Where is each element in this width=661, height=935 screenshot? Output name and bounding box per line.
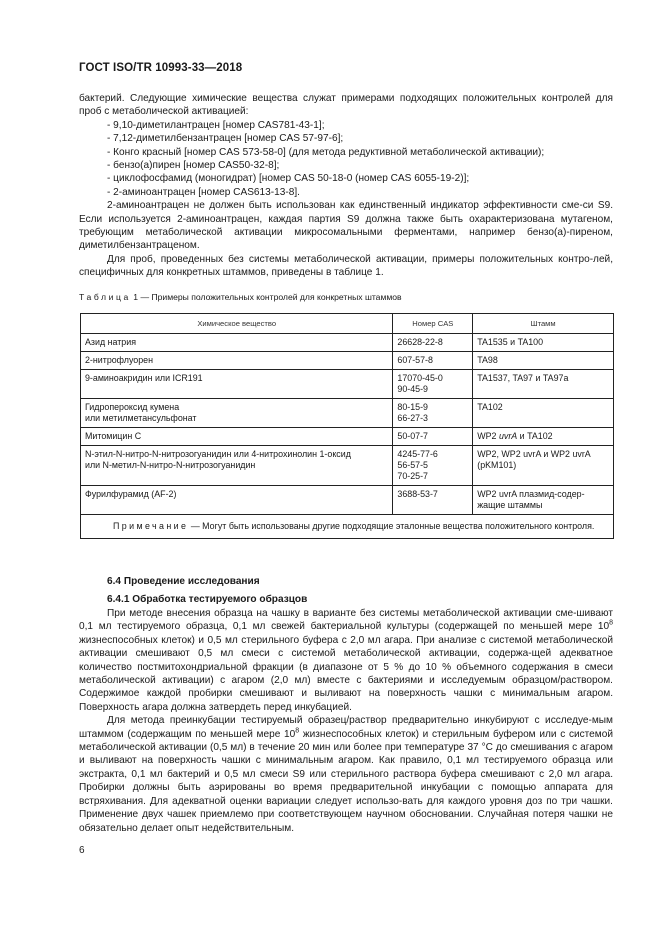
substance-line: или метилметансульфонат xyxy=(85,413,197,423)
cell-substance xyxy=(81,446,393,486)
section-heading-6-4: 6.4 Проведение исследования xyxy=(107,576,260,587)
body-block-top xyxy=(79,92,613,280)
list-item: - 7,12-диметилбензантрацен [номер CAS 57-97-6]; xyxy=(107,133,344,145)
table-note xyxy=(81,515,614,539)
caption-text: 1 — Примеры положительных контролей для конкретных штаммов xyxy=(130,292,402,302)
note-text: — Могут быть использованы другие подходящие эталонные вещества положительного контроля. xyxy=(188,521,595,531)
cell-cas: 607-57-8 xyxy=(393,352,473,370)
table-row xyxy=(81,446,614,486)
list-item: - 2-аминоантрацен [номер CAS613-13-8]. xyxy=(107,186,300,198)
table-row xyxy=(81,334,614,352)
superscript: 8 xyxy=(609,620,613,628)
list-item: - циклофосфамид (моногидрат) [номер CAS 50-18-0 (номер CAS 6055-19-2)]; xyxy=(107,173,470,185)
header-strain: Штамм xyxy=(473,314,614,334)
cas-line: 90-45-9 xyxy=(397,384,428,394)
substance-line: или N-метил-N-нитро-N-нитрозогуанидин xyxy=(85,460,256,470)
cell-cas: 3688-53-7 xyxy=(393,486,473,515)
text-part: жизнеспособных клеток) и стерильным буфером или с системой метаболической активации (0,5 мл) в течение 20 мин или более при температуре 37 °C до смешивания с агаром и выливают на поверхность чашки с минимальным агаром. Как правило, 0,1 мл тестируемого образца или экстракта, 0,1 мл бактерий и 0,5 мл смеси S9 или стерильного раствора буфера смешивают с 2,0 мл агара. Пробирки должны быть аэрированы во время предварительной инкубации с помощью аппарата для встряхивания. Для адекватной оценки вариации следует использо-вать для каждого уровня доз по три чашки. Применение двух чашек приемлемо при соответствующем научном обосновании. Случайная потеря чашки не обязательно делает опыт недействительным. xyxy=(79,728,613,834)
paragraph-plate-method xyxy=(79,607,613,714)
list-item: - бензо(а)пирен [номер CAS50-32-8]; xyxy=(107,160,280,172)
cas-line: 80-15-9 xyxy=(397,402,428,412)
intro-paragraph: бактерий. Следующие химические вещества служат примерами подходящих положительных контролей для проб с метаболической активацией: xyxy=(79,93,613,118)
text-part: При методе внесения образца на чашку в варианте без системы метаболической активации сме-шивают 0,1 мл тестируемого образца, 0,1 мл свежей бактериальной культуры (содержащей по меньшей мере 10 xyxy=(79,608,613,633)
substance-line: Гидропероксид кумена xyxy=(85,402,180,412)
cell-substance: Фурилфурамид (AF-2) xyxy=(81,486,393,515)
cell-strain: WP2, WP2 uvrA и WP2 uvrA (pKM101) xyxy=(473,446,614,486)
cas-line: 56-57-5 xyxy=(397,460,428,470)
cell-strain: TA98 xyxy=(473,352,614,370)
cell-substance: Митомицин C xyxy=(81,428,393,446)
strain-part: и TA102 xyxy=(517,431,553,441)
cell-cas xyxy=(393,399,473,428)
table-row xyxy=(81,352,614,370)
cell-strain: TA102 xyxy=(473,399,614,428)
strain-part: WP2 xyxy=(477,431,499,441)
cell-cas xyxy=(393,446,473,486)
text-part: жизнеспособных клеток) и 0,5 мл стерильного буфера с 2,0 мл агара. При анализе с системой метаболической активации смешивают 0,5 мл смеси с системой метаболической активации, содержа-щей адекватное количество постмитохондриальной фракции (в диапазоне от 5 % до 10 % объемного содержания в смеси метаболической активации) с агаром (2,0 мл) вместе с бактериями и исследуемым образцом/раствором. Содержимое каждой пробирки смешивают и выливают на поверхность чашки с минимальным агаром. Поверхность агара должна затвердеть перед инкубацией. xyxy=(79,634,613,713)
cell-substance: 2-нитрофлуорен xyxy=(81,352,393,370)
cell-strain xyxy=(473,428,614,446)
positive-controls-table xyxy=(80,313,614,539)
table-row xyxy=(81,486,614,515)
table-caption xyxy=(79,292,402,302)
table-header-row xyxy=(81,314,614,334)
cell-strain: TA1535 и TA100 xyxy=(473,334,614,352)
paragraph-without-activation: Для проб, проведенных без системы метаболической активации, примеры положительных контро-лей, специфичных для конкретных штаммов, приведены в таблице 1. xyxy=(79,253,613,279)
table-row xyxy=(81,428,614,446)
cell-substance: Азид натрия xyxy=(81,334,393,352)
strain-italic: uvrA xyxy=(498,431,518,441)
text-part: Для метода преинкубации тестируемый образец/раствор предварительно инкубируют с исследуе-мым штаммом (содержащим по меньшей мере 10 xyxy=(79,715,613,740)
paragraph-preincubation xyxy=(79,714,613,835)
superscript: 8 xyxy=(295,727,300,735)
caption-prefix: Таблица xyxy=(79,292,131,302)
page-number: 6 xyxy=(79,845,85,856)
header-substance: Химическое вещество xyxy=(81,314,393,334)
table-row xyxy=(81,370,614,399)
cell-strain: WP2 uvrA плазмид-содер-жащие штаммы xyxy=(473,486,614,515)
section-heading-6-4-1: 6.4.1 Обработка тестируемого образцов xyxy=(107,594,308,605)
cell-strain: TA1537, TA97 и TA97a xyxy=(473,370,614,399)
body-block-bottom xyxy=(79,607,613,835)
cas-line: 70-25-7 xyxy=(397,471,428,481)
header-cas: Номер CAS xyxy=(393,314,473,334)
table-row xyxy=(81,399,614,428)
cas-line: 4245-77-6 xyxy=(397,449,438,459)
cell-substance: 9-аминоакридин или ICR191 xyxy=(81,370,393,399)
substance-line: N-этил-N-нитро-N-нитрозогуанидин или 4-нитрохинолин 1-оксид xyxy=(85,449,351,459)
document-header: ГОСТ ISO/TR 10993-33—2018 xyxy=(79,62,243,74)
note-prefix: Примечание xyxy=(113,521,189,531)
cas-line: 66-27-3 xyxy=(397,413,428,423)
cell-cas xyxy=(393,370,473,399)
cell-substance xyxy=(81,399,393,428)
table-note-row xyxy=(81,515,614,539)
cell-cas: 26628-22-8 xyxy=(393,334,473,352)
paragraph-2-aminoanthracene: 2-аминоантрацен не должен быть использован как единственный индикатор эффективности сме-си S9. Если используется 2-аминоантрацен, каждая партия S9 должна также быть охарактеризована мутагеном, требующим метаболической активации микросомальными ферментами, например бензо(а)-пиреном, диметилбензантраценом. xyxy=(79,200,613,252)
cell-cas: 50-07-7 xyxy=(393,428,473,446)
list-item: - 9,10-диметилантрацен [номер CAS781-43-1]; xyxy=(107,119,325,131)
cas-line: 17070-45-0 xyxy=(397,373,443,383)
list-item: - Конго красный [номер CAS 573-58-0] (для метода редуктивной метаболической активации); xyxy=(107,146,545,158)
